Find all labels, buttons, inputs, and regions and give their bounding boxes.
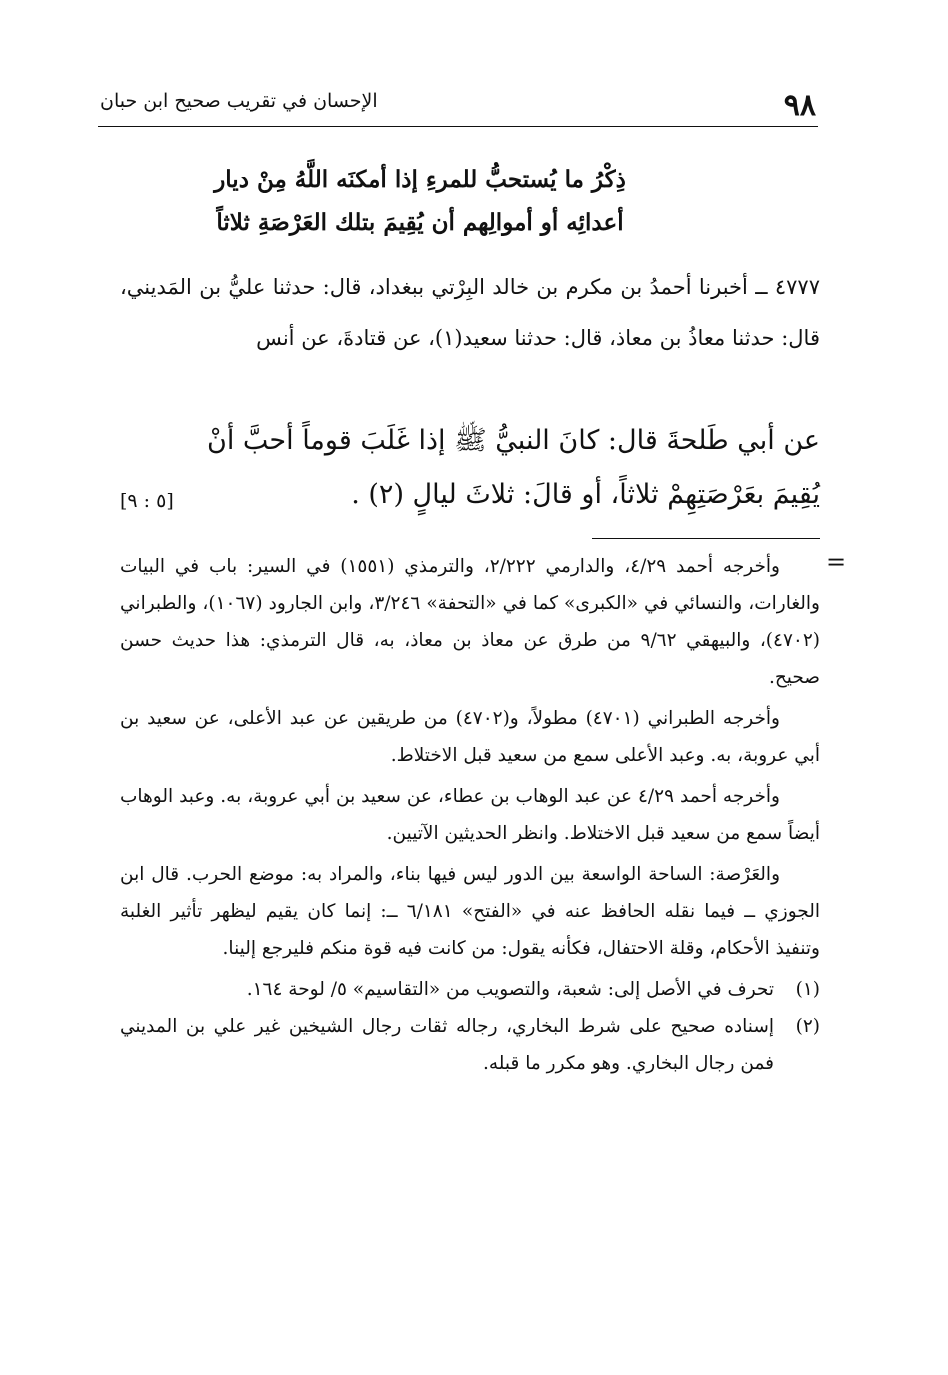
footnote-number: (١) (795, 979, 820, 1000)
chapter-heading-line-1: ذِكْرُ ما يُستحبُّ للمرءِ إذا أمكنَه اللَّهُ مِنْ ديار (214, 166, 626, 193)
footnote-separator (592, 538, 820, 539)
chapter-heading (150, 158, 690, 244)
page-number: ٩٨ (783, 88, 816, 123)
hadith-reference: [٥ : ٩] (120, 490, 174, 512)
footnotes-section (120, 548, 820, 1082)
chapter-heading-line-2: أعدائِه أو أموالِهم أن يُقِيمَ بتلك العَرْصَةِ ثلاثاً (216, 209, 624, 236)
note-paragraph: وأخرجه أحمد ٤/٢٩، والدارمي ٢/٢٢٢، والترمذي (١٥٥١) في السير: باب في البيات والغارات، والنسائي في «الكبرى» كما في «التحفة» ٣/٢٤٦، وابن الجارود (١٠٦٧)، والطبراني (٤٧٠٢)، والبيهقي ٩/٦٢ من طرق عن معاذ بن معاذ، به، قال الترمذي: هذا حديث حسن صحيح. (120, 556, 820, 688)
note-paragraph: وأخرجه الطبراني (٤٧٠١) مطولاً، و(٤٧٠٢) من طريقين عن عبد الأعلى، عن سعيد بن أبي عروبة، به. وعبد الأعلى سمع من سعيد قبل الاختلاط. (120, 708, 820, 766)
hadith-matn-line-2-wrap (120, 468, 820, 522)
continuation-mark: = (826, 548, 847, 576)
footnote-number: (٢) (795, 1016, 820, 1037)
hadith-matn-line-1: عن أبي طَلحةَ قال: كانَ النبيُّ ﷺ إذا غَلَبَ قوماً أحبَّ أنْ (207, 425, 820, 456)
hadith-matn-line-2: يُقِيمَ بعَرْصَتِهِمْ ثلاثاً، أو قالَ: ثلاثَ ليالٍ (٢) . (351, 479, 820, 510)
page-header (98, 82, 818, 127)
note-paragraph: والعَرْصة: الساحة الواسعة بين الدور ليس فيها بناء، والمراد به: موضع الحرب. قال ابن الجوزي ــ فيما نقله الحافظ عنه في «الفتح» ٦/١٨١ ــ: إنما كان يقيم ليظهر تأثير الغلبة وتنفيذ الأحكام، وقلة الاحتفال، فكأنه يقول: من كانت فيه قوة منكم فليرجع إلينا. (120, 864, 820, 959)
footnote-2 (120, 1008, 820, 1082)
footnote-text: إسناده صحيح على شرط البخاري، رجاله ثقات رجال الشيخين غير علي بن المديني فمن رجال البخاري. وهو مكرر ما قبله. (120, 1016, 774, 1074)
hadith-isnad: ٤٧٧٧ ــ أخبرنا أحمدُ بن مكرم بن خالد البِرْتي ببغداد، قال: حدثنا عليُّ بن المَديني، قال: حدثنا معاذُ بن معاذ، قال: حدثنا سعيد(١)، عن قتادةَ، عن أنس (120, 275, 820, 350)
footnote-text: تحرف في الأصل إلى: شعبة، والتصويب من «التقاسيم» ٥/ لوحة ١٦٤. (246, 979, 774, 1000)
note-paragraph: وأخرجه أحمد ٤/٢٩ عن عبد الوهاب بن عطاء، عن سعيد بن أبي عروبة، به. وعبد الوهاب أيضاً سمع من سعيد قبل الاختلاط. وانظر الحديثين الآتيين. (120, 786, 820, 844)
footnote-1 (120, 971, 820, 1008)
running-title: الإحسان في تقريب صحيح ابن حبان (100, 90, 378, 112)
hadith-matn (120, 414, 820, 522)
